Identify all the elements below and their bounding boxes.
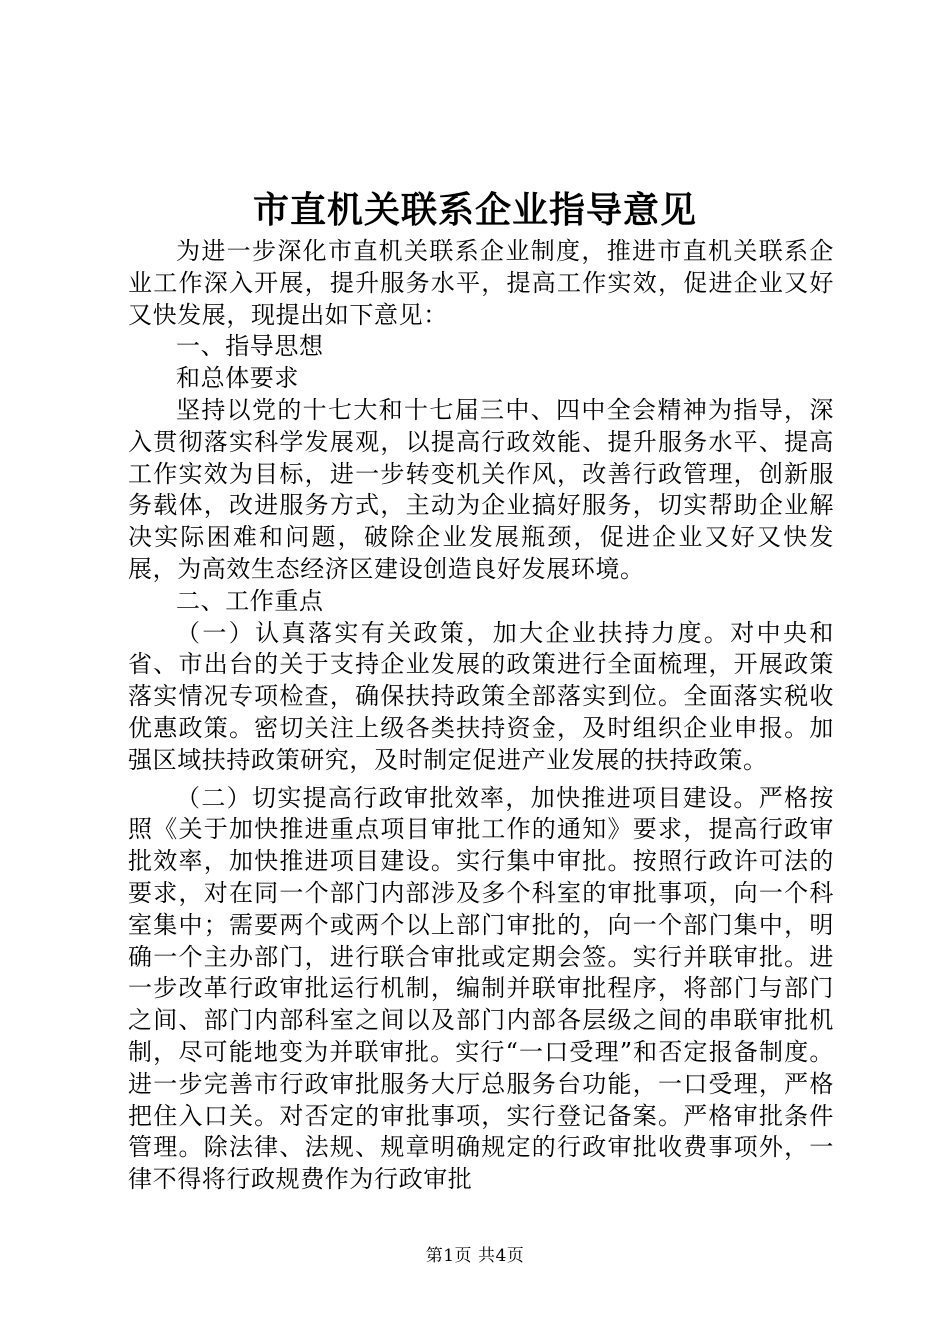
paragraph-intro: 为进一步深化市直机关联系企业制度，推进市直机关联系企业工作深入开展，提升服务水平，提高工作实效，促进企业又好又快发展，现提出如下意见： <box>128 237 834 329</box>
document-title: 市直机关联系企业指导意见 <box>252 189 697 231</box>
heading-general-requirements: 和总体要求 <box>176 364 299 393</box>
document-body <box>128 236 834 1196</box>
heading-guiding-thought: 一、指导思想 <box>176 332 324 361</box>
paragraph-approval-efficiency: （二）切实提高行政审批效率，加快推进项目建设。严格按照《关于加快推进重点项目审批工作的通知》要求，提高行政审批效率，加快推进项目建设。实行集中审批。按照行政许可法的要求，对在同一个部门内部涉及多个科室的审批事项，向一个科室集中；需要两个或两个以上部门审批的，向一个部门集中，明确一个主办部门，进行联合审批或定期会签。实行并联审批。进一步改革行政审批运行机制，编制并联审批程序，将部门与部门之间、部门内部科室之间以及部门内部各层级之间的串联审批机制，尽可能地变为并联审批。实行“一口受理”和否定报备制度。进一步完善市行政审批服务大厅总服务台功能，一口受理，严格把住入口关。对否定的审批事项，实行登记备案。严格审批条件管理。除法律、法规、规章明确规定的行政审批收费事项外，一律不得将行政规费作为行政审批 <box>128 783 834 1194</box>
paragraph-policy-implementation: （一）认真落实有关政策，加大企业扶持力度。对中央和省、市出台的关于支持企业发展的政策进行全面梳理，开展政策落实情况专项检查，确保扶持政策全部落实到位。全面落实税收优惠政策。密切关注上级各类扶持资金，及时组织企业申报。加强区域扶持政策研究，及时制定促进产业发展的扶持政策。 <box>128 618 834 774</box>
paragraph-guiding-thought: 坚持以党的十七大和十七届三中、四中全会精神为指导，深入贯彻落实科学发展观，以提高行政效能、提升服务水平、提高工作实效为目标，进一步转变机关作风，改善行政管理，创新服务载体，改进服务方式，主动为企业搞好服务，切实帮助企业解决实际困难和问题，破除企业发展瓶颈，促进企业又好又快发展，为高效生态经济区建设创造良好发展环境。 <box>128 395 834 583</box>
heading-work-focus: 二、工作重点 <box>176 586 324 615</box>
page-footer: 第1页 共4页 <box>425 1246 525 1266</box>
